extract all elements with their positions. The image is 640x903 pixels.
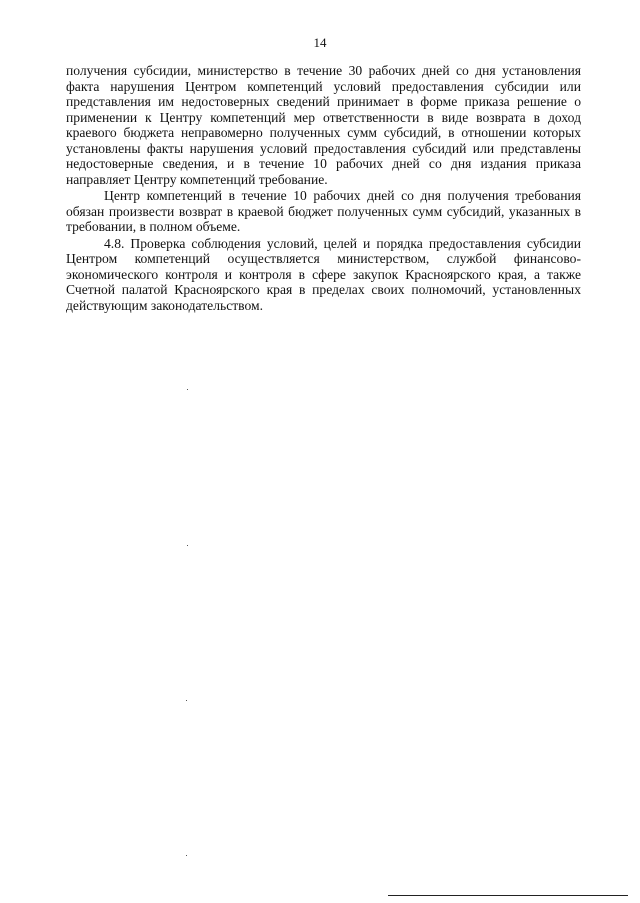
paragraph-refund-obligation: Центр компетенций в течение 10 рабочих дней со дня получения требования обязан произвести возврат в краевой бюджет полученных сумм субсидий, указанных в требовании, в полном объеме.: [66, 188, 581, 234]
scan-artifact-dot: [186, 700, 187, 701]
scan-artifact-dot: [187, 389, 188, 390]
scan-artifact-dot: [187, 545, 188, 546]
paragraph-4-8-control: 4.8. Проверка соблюдения условий, целей и порядка предоставления субсидии Центром компетенций осуществляется министерством, службой финансово-экономического контроля и контроля в сфере закупок Красноярского края, а также Счетной палатой Красноярского края в пределах своих полномочий, установленных действующим законодательством.: [66, 235, 581, 313]
page-number: 14: [313, 35, 327, 50]
paragraph-continuation: получения субсидии, министерство в течение 30 рабочих дней со дня установления факта нарушения Центром компетенций условий предоставления субсидии или представления им недостоверных сведений принимает в форме приказа решение о применении к Центру компетенций мер ответственности в виде возврата в доход краевого бюджета неправомерно полученных сумм субсидий, в отношении которых установлены факты нарушения условий предоставления субсидий или представлены недостоверные сведения, и в течение 10 рабочих дней со дня издания приказа направляет Центру компетенций требование.: [66, 63, 581, 187]
scan-artifact-dot: [186, 855, 187, 856]
document-body: [66, 63, 581, 313]
footer-rule: [388, 895, 628, 896]
